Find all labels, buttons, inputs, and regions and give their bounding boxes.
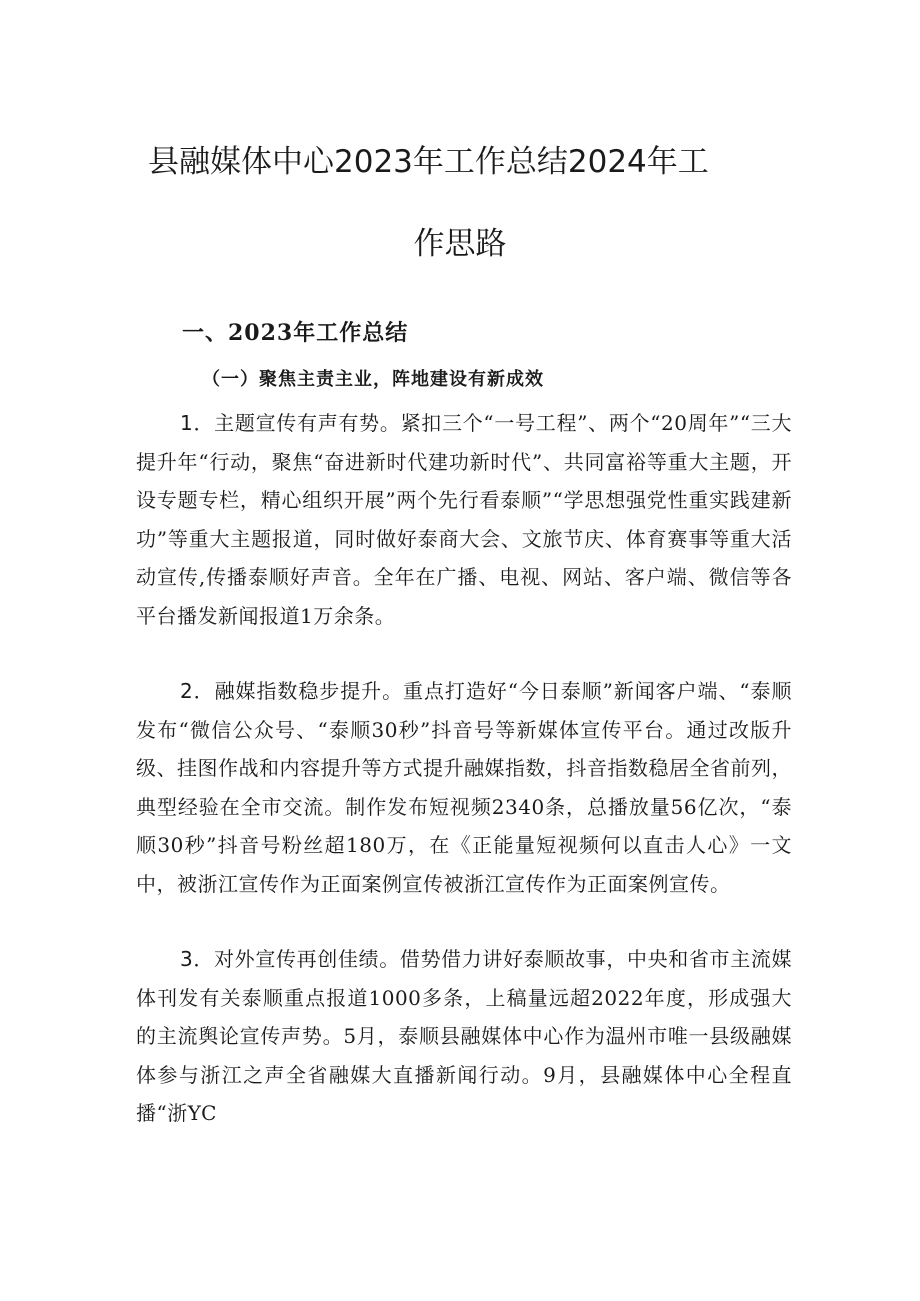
paragraph-3	[136, 940, 792, 1133]
paragraph-1	[136, 404, 792, 635]
paragraph-1-body: 紧扣三个“一号工程”、两个“20周年”“三大提升年“行动，聚焦“奋进新时代建功新时代”、共同富裕等重大主题，开设专题专栏，精心组织开展”两个先行看泰顺”“学思想强党性重实践建新功”等重大主题报道，同时做好泰商大会、文旅节庆、体育赛事等重大活动宣传,传播泰顺好声音。全年在广播、电视、网站、客户端、微信等各平台播发新闻报道1万余条。	[136, 411, 792, 628]
paragraph-3-body: 借势借力讲好泰顺故事，中央和省市主流媒体刊发有关泰顺重点报道1000多条，上稿量远超2022年度，形成强大的主流舆论宣传声势。5月，泰顺县融媒体中心作为温州市唯一县级融媒体参与浙江之声全省融媒大直播新闻行动。9月，县融媒体中心全程直播“浙YC	[136, 947, 792, 1125]
document-title-line-2: 作思路	[413, 226, 507, 262]
paragraph-2-lead: 2．融媒指数稳步提升。	[180, 679, 404, 703]
section-heading: 一、2023年工作总结	[182, 320, 409, 346]
subsection-heading: （一）聚焦主责主业，阵地建设有新成效	[202, 369, 544, 390]
paragraph-2	[136, 672, 792, 903]
paragraph-1-lead: 1．主题宣传有声有势。	[180, 411, 401, 435]
document-title-line-1: 县融媒体中心2023年工作总结2024年工	[148, 144, 709, 180]
paragraph-2-body: 重点打造好“今日泰顺”新闻客户端、“泰顺发布“微信公众号、“泰顺30秒”抖音号等新媒体宣传平台。通过改版升级、挂图作战和内容提升等方式提升融媒指数，抖音指数稳居全省前列，典型经验在全市交流。制作发布短视频2340条，总播放量56亿次，“泰顺30秒”抖音号粉丝超180万，在《正能量短视频何以直击人心》一文中，被浙江宣传作为正面案例宣传被浙江宣传作为正面案例宣传。	[136, 679, 792, 896]
paragraph-3-lead: 3．对外宣传再创佳绩。	[180, 947, 400, 971]
